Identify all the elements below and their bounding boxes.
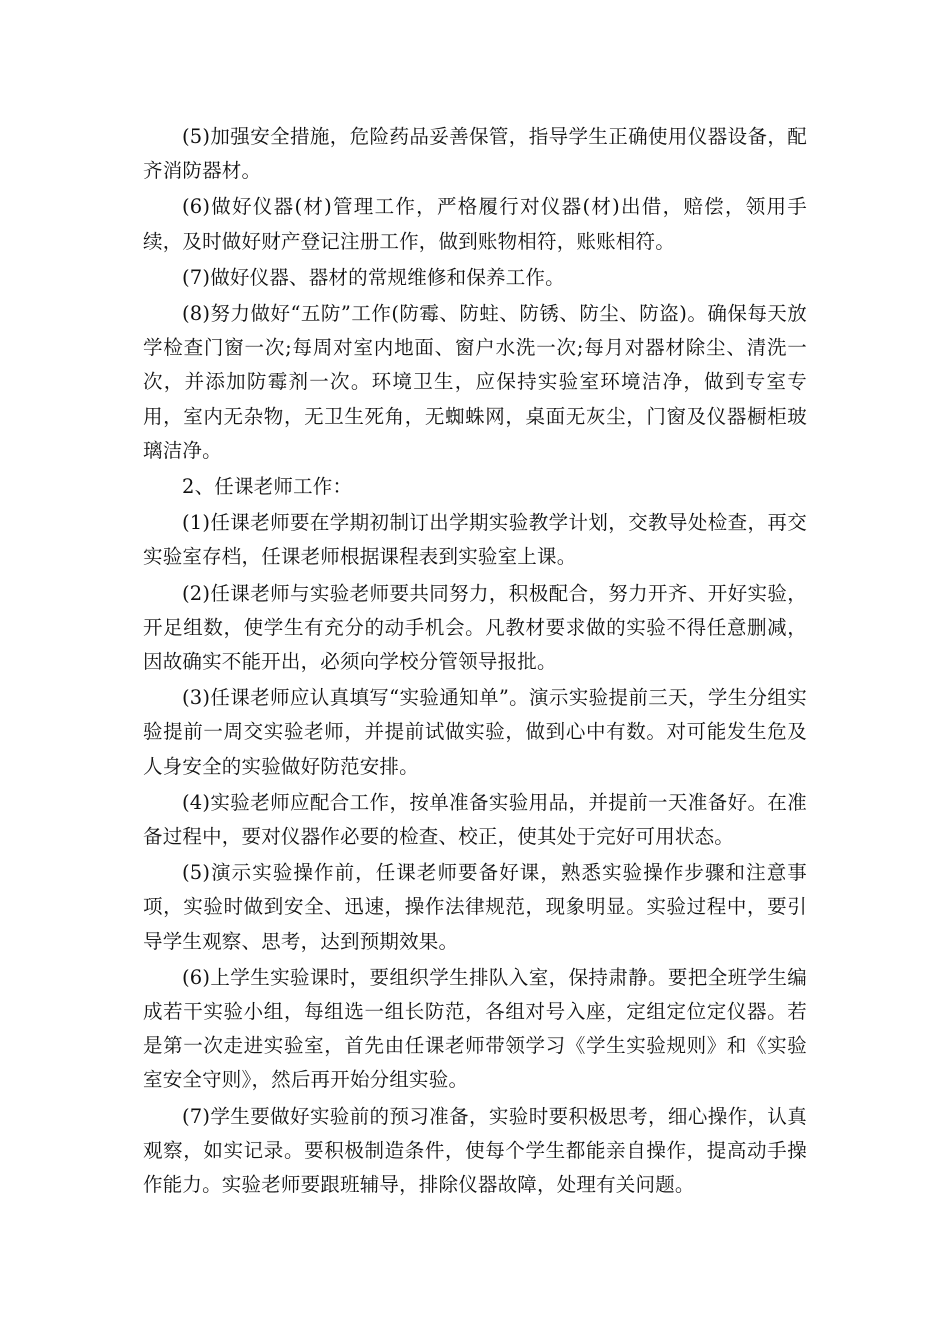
paragraph-teacher-4: (4)实验老师应配合工作，按单准备实验用品，并提前一天准备好。在准备过程中，要对仪器作必要的检查、校正，使其处于完好可用状态。 xyxy=(143,790,807,849)
paragraph-item-8: (8)努力做好“五防”工作(防霉、防蛀、防锈、防尘、防盗)。确保每天放学检查门窗一次;每周对室内地面、窗户水洗一次;每月对器材除尘、清洗一次，并添加防霉剂一次。环境卫生，应保持实验室环境洁净，做到专室专用，室内无杂物，无卫生死角，无蜘蛛网，桌面无灰尘，门窗及仪器橱柜玻璃洁净。 xyxy=(143,302,807,462)
paragraph-teacher-5: (5)演示实验操作前，任课老师要备好课，熟悉实验操作步骤和注意事项，实验时做到安全、迅速，操作法律规范，现象明显。实验过程中，要引导学生观察、思考，达到预期效果。 xyxy=(143,861,807,953)
paragraph-item-7: (7)做好仪器、器材的常规维修和保养工作。 xyxy=(182,265,565,289)
paragraph-teacher-7: (7)学生要做好实验前的预习准备，实验时要积极思考，细心操作，认真观察，如实记录。要积极制造条件，使每个学生都能亲自操作，提高动手操作能力。实验老师要跟班辅导，排除仪器故障，处理有关问题。 xyxy=(143,1104,807,1197)
paragraph-teacher-1: (1)任课老师要在学期初制订出学期实验教学计划，交教导处检查，再交实验室存档，任课老师根据课程表到实验室上课。 xyxy=(143,511,807,569)
paragraph-teacher-3: (3)任课老师应认真填写“实验通知单”。演示实验提前三天，学生分组实验提前一周交实验老师，并提前试做实验，做到心中有数。对可能发生危及人身安全的实验做好防范安排。 xyxy=(143,686,807,778)
section-heading-teacher-work: 2、任课老师工作： xyxy=(182,475,353,499)
document-page xyxy=(143,120,807,1204)
paragraph-item-5: (5)加强安全措施，危险药品妥善保管，指导学生正确使用仪器设备，配齐消防器材。 xyxy=(143,125,807,183)
paragraph-teacher-6: (6)上学生实验课时，要组织学生排队入室，保持肃静。要把全班学生编成若干实验小组，每组选一组长防范，各组对号入座，定组定位定仪器。若是第一次走进实验室，首先由任课老师带领学习《学生实验规则》和《实验室安全守则》，然后再开始分组实验。 xyxy=(143,965,807,1092)
paragraph-teacher-2: (2)任课老师与实验老师要共同努力，积极配合，努力开齐、开好实验，开足组数，使学生有充分的动手机会。凡教材要求做的实验不得任意删减，因故确实不能开出，必须向学校分管领导报批。 xyxy=(143,581,807,674)
paragraph-item-6: (6)做好仪器(材)管理工作，严格履行对仪器(材)出借，赔偿，领用手续，及时做好财产登记注册工作，做到账物相符，账账相符。 xyxy=(143,195,807,253)
